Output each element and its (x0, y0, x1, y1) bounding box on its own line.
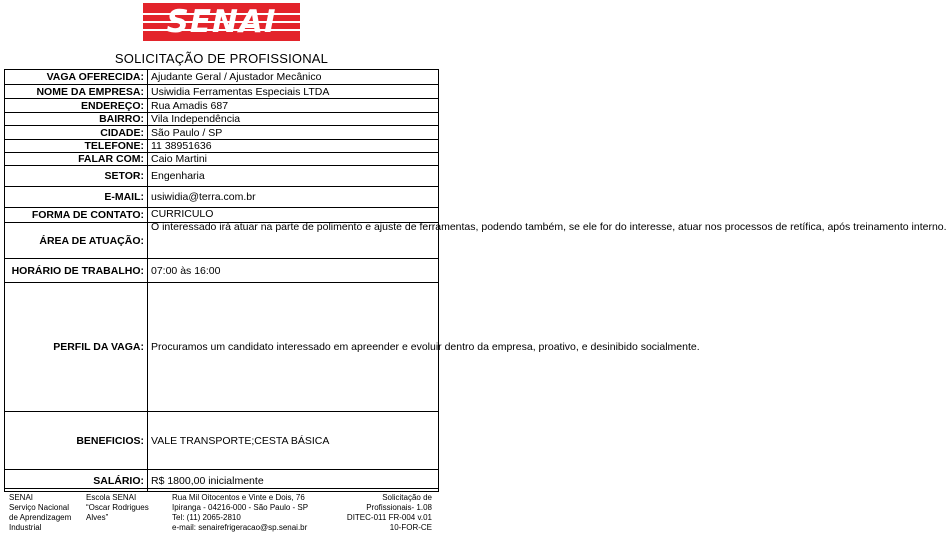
footer-text: Alves” (86, 513, 109, 522)
falar-value: Caio Martini (148, 153, 439, 166)
footer-text: Profissionais- 1.08 (366, 503, 432, 512)
footer-address (172, 493, 332, 533)
footer-institution (9, 493, 89, 533)
empresa-label: NOME DA EMPRESA: (5, 85, 148, 99)
row-empresa (5, 85, 439, 99)
falar-label: FALAR COM: (5, 153, 148, 166)
setor-value: Engenharia (148, 166, 439, 187)
footer-email: e-mail: senairefrigeracao@sp.senai.br (172, 523, 308, 532)
endereco-label: ENDEREÇO: (5, 99, 148, 113)
salario-value: R$ 1800,00 inicialmente (148, 470, 439, 492)
contato-label: FORMA DE CONTATO: (5, 208, 148, 223)
vaga-label: VAGA OFERECIDA: (5, 70, 148, 85)
senai-logo (143, 3, 300, 41)
footer-text: Rua Mil Oitocentos e Vinte e Dois, 76 (172, 493, 305, 502)
cidade-value: São Paulo / SP (148, 126, 439, 140)
row-telefone (5, 140, 439, 153)
logo-text: SENAI (166, 3, 277, 40)
footer-phone: Tel: (11) 2065-2810 (172, 513, 241, 522)
horario-value: 07:00 às 16:00 (148, 259, 439, 283)
footer-text: “Oscar Rodrigues (86, 503, 149, 512)
area-value: O interessado irá atuar na parte de polimento e ajuste de ferramentas, podendo também, se ele for do interesse, atuar nos processos de retífica, após treinamento interno. (151, 221, 947, 233)
horario-label: HORÁRIO DE TRABALHO: (5, 259, 148, 283)
perfil-value: Procuramos um candidato interessado em apreender e evoluir dentro da empresa, proativo, e desinibido socialmente. (148, 283, 439, 412)
page-title: SOLICITAÇÃO DE PROFISSIONAL (114, 51, 329, 66)
row-setor (5, 166, 439, 187)
telefone-value: 11 38951636 (148, 140, 439, 153)
footer-text: 10-FOR-CE (389, 523, 432, 532)
row-cidade (5, 126, 439, 140)
row-bairro (5, 113, 439, 126)
row-horario (5, 259, 439, 283)
footer-text: Escola SENAI (86, 493, 137, 502)
beneficios-label: BENEFICIOS: (5, 412, 148, 470)
row-beneficios (5, 412, 439, 470)
footer-text: Industrial (9, 523, 42, 532)
endereco-value: Rua Amadis 687 (148, 99, 439, 113)
footer-text: DITEC-011 FR-004 v.01 (346, 513, 432, 522)
footer-text: de Aprendizagem (9, 513, 72, 522)
salario-label: SALÁRIO: (5, 470, 148, 492)
vaga-value: Ajudante Geral / Ajustador Mecânico (148, 70, 439, 85)
area-clip (151, 220, 947, 256)
telefone-label: TELEFONE: (5, 140, 148, 153)
email-value: usiwidia@terra.com.br (148, 187, 439, 208)
footer-divider (4, 488, 439, 489)
request-form-table (4, 69, 947, 492)
perfil-label: PERFIL DA VAGA: (5, 283, 148, 412)
row-vaga (5, 70, 439, 85)
footer-text: Ipiranga - 04216-000 - São Paulo - SP (172, 503, 309, 512)
footer-text: Serviço Nacional (9, 503, 70, 512)
row-endereco (5, 99, 439, 113)
bairro-value: Vila Independência (148, 113, 439, 126)
footer-senai: SENAI (9, 493, 34, 502)
area-cell (148, 221, 947, 259)
row-perfil (5, 283, 439, 412)
contato-value: CURRICULO (148, 208, 439, 223)
row-falar (5, 153, 439, 166)
email-label: E-MAIL: (5, 187, 148, 208)
footer-text: Solicitação de (382, 493, 432, 502)
empresa-value: Usiwidia Ferramentas Especiais LTDA (148, 85, 439, 99)
area-label: ÁREA DE ATUAÇÃO: (5, 223, 148, 259)
bairro-label: BAIRRO: (5, 113, 148, 126)
setor-label: SETOR: (5, 166, 148, 187)
cidade-label: CIDADE: (5, 126, 148, 140)
footer-doc-code (336, 493, 432, 533)
row-email (5, 187, 439, 208)
beneficios-value: VALE TRANSPORTE;CESTA BÁSICA (148, 412, 439, 470)
footer-school (86, 493, 166, 523)
row-area (5, 223, 439, 259)
